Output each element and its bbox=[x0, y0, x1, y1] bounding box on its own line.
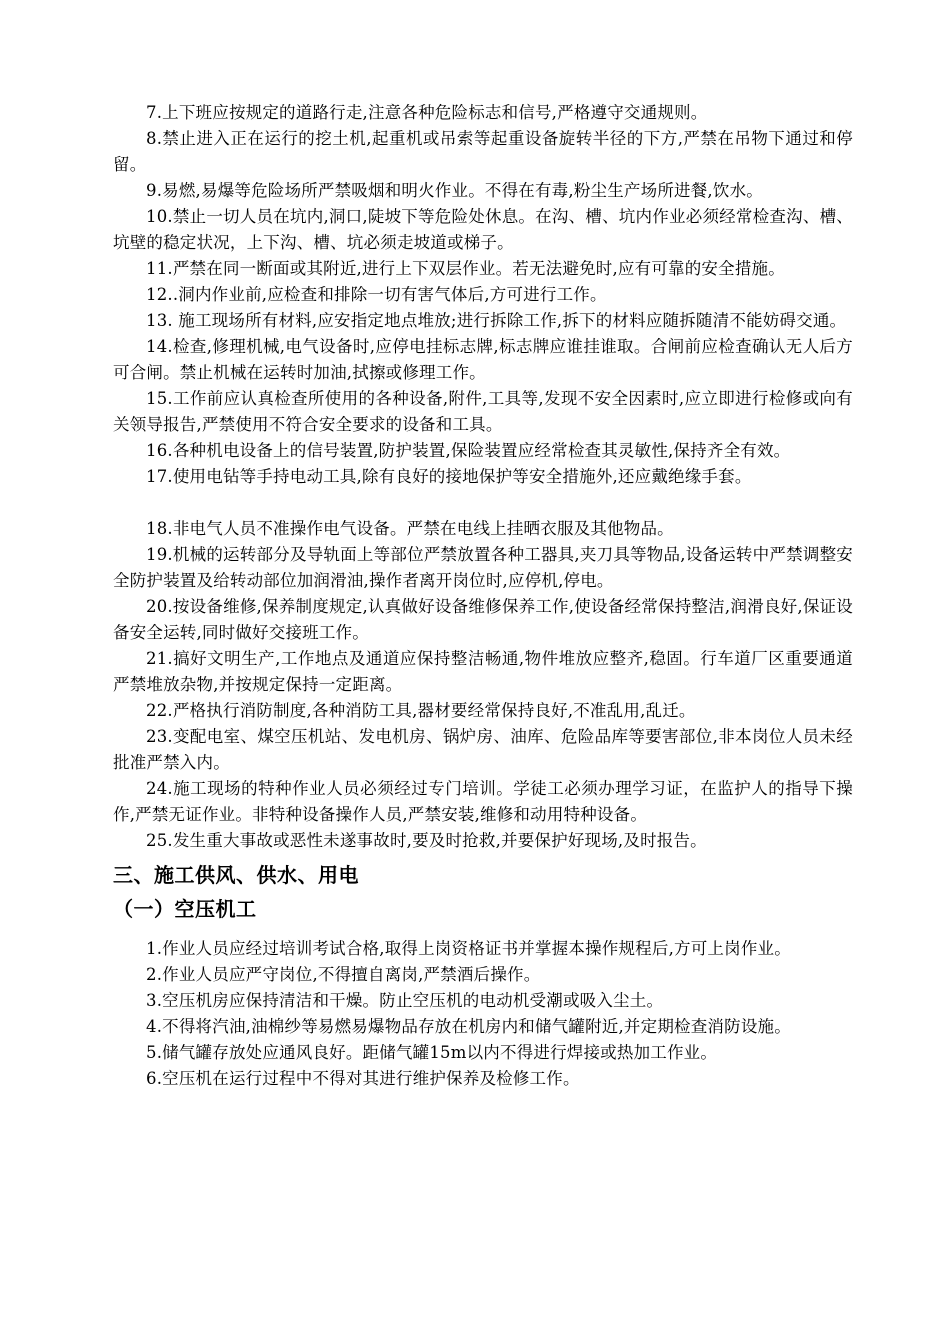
rule-19: 19.机械的运转部分及导轨面上等部位严禁放置各种工器具,夹刀具等物品,设备运转中严禁调整安全防护装置及给转动部位加润滑油,操作者离开岗位时,应停机,停电。 bbox=[113, 545, 853, 590]
rule-17: 17.使用电钻等手持电动工具,除有良好的接地保护等安全措施外,还应戴绝缘手套。 bbox=[146, 467, 752, 486]
rule-21: 21.搞好文明生产,工作地点及通道应保持整洁畅通,物件堆放应整齐,稳固。行车道厂区重要通道严禁堆放杂物,并按规定保持一定距离。 bbox=[113, 649, 853, 694]
compressor-rule-6: 6.空压机在运行过程中不得对其进行维护保养及检修工作。 bbox=[146, 1069, 580, 1088]
rule-16: 16.各种机电设备上的信号装置,防护装置,保险装置应经常检查其灵敏性,保持齐全有效。 bbox=[146, 441, 791, 460]
compressor-rule-4: 4.不得将汽油,油棉纱等易燃易爆物品存放在机房内和储气罐附近,并定期检查消防设施。 bbox=[146, 1017, 791, 1036]
rule-23: 23.变配电室、煤空压机站、发电机房、锅炉房、油库、危险品库等要害部位,非本岗位人员未经批准严禁入内。 bbox=[113, 727, 853, 772]
rule-9: 9.易燃,易爆等危险场所严禁吸烟和明火作业。不得在有毒,粉尘生产场所进餐,饮水。 bbox=[146, 181, 763, 200]
rule-7: 7.上下班应按规定的道路行走,注意各种危险标志和信号,严格遵守交通规则。 bbox=[146, 103, 708, 122]
rule-18: 18.非电气人员不准操作电气设备。严禁在电线上挂晒衣服及其他物品。 bbox=[146, 519, 674, 538]
rule-15: 15.工作前应认真检查所使用的各种设备,附件,工具等,发现不安全因素时,应立即进行检修或向有关领导报告,严禁使用不符合安全要求的设备和工具。 bbox=[113, 389, 853, 434]
rule-12: 12..洞内作业前,应检查和排除一切有害气体后,方可进行工作。 bbox=[146, 285, 607, 304]
section-title: 三、施工供风、供水、用电 bbox=[113, 863, 359, 887]
compressor-rule-5: 5.储气罐存放处应通风良好。距储气罐15m以内不得进行焊接或热加工作业。 bbox=[146, 1043, 718, 1062]
rule-25: 25.发生重大事故或恶性未遂事故时,要及时抢救,并要保护好现场,及时报告。 bbox=[146, 831, 707, 850]
compressor-rule-3: 3.空压机房应保持清洁和干燥。防止空压机的电动机受潮或吸入尘土。 bbox=[146, 991, 664, 1010]
subsection-title: （一）空压机工 bbox=[113, 897, 257, 921]
rule-13: 13. 施工现场所有材料,应安指定地点堆放;进行拆除工作,拆下的材料应随拆随清不能妨碍交通。 bbox=[146, 311, 847, 330]
compressor-rule-1: 1.作业人员应经过培训考试合格,取得上岗资格证书并掌握本操作规程后,方可上岗作业。 bbox=[146, 939, 791, 958]
rule-22: 22.严格执行消防制度,各种消防工具,器材要经常保持良好,不准乱用,乱迁。 bbox=[146, 701, 696, 720]
compressor-rule-2: 2.作业人员应严守岗位,不得擅自离岗,严禁酒后操作。 bbox=[146, 965, 541, 984]
rule-8: 8.禁止进入正在运行的挖土机,起重机或吊索等起重设备旋转半径的下方,严禁在吊物下通过和停留。 bbox=[113, 129, 853, 174]
blank-line bbox=[113, 490, 853, 516]
rule-20: 20.按设备维修,保养制度规定,认真做好设备维修保养工作,使设备经常保持整洁,润滑良好,保证设备安全运转,同时做好交接班工作。 bbox=[113, 597, 853, 642]
rule-10: 10.禁止一切人员在坑内,洞口,陡坡下等危险处休息。在沟、槽、坑内作业必须经常检查沟、槽、坑壁的稳定状况，上下沟、槽、坑必须走坡道或梯子。 bbox=[113, 207, 853, 252]
document-body bbox=[113, 100, 853, 1092]
rule-14: 14.检查,修理机械,电气设备时,应停电挂标志牌,标志牌应谁挂谁取。合闸前应检查确认无人后方可合闸。禁止机械在运转时加油,拭擦或修理工作。 bbox=[113, 337, 853, 382]
rule-24: 24.施工现场的特种作业人员必须经过专门培训。学徒工必须办理学习证，在监护人的指导下操作,严禁无证作业。非特种设备操作人员,严禁安装,维修和动用特种设备。 bbox=[113, 779, 853, 824]
rule-11: 11.严禁在同一断面或其附近,进行上下双层作业。若无法避免时,应有可靠的安全措施。 bbox=[146, 259, 785, 278]
